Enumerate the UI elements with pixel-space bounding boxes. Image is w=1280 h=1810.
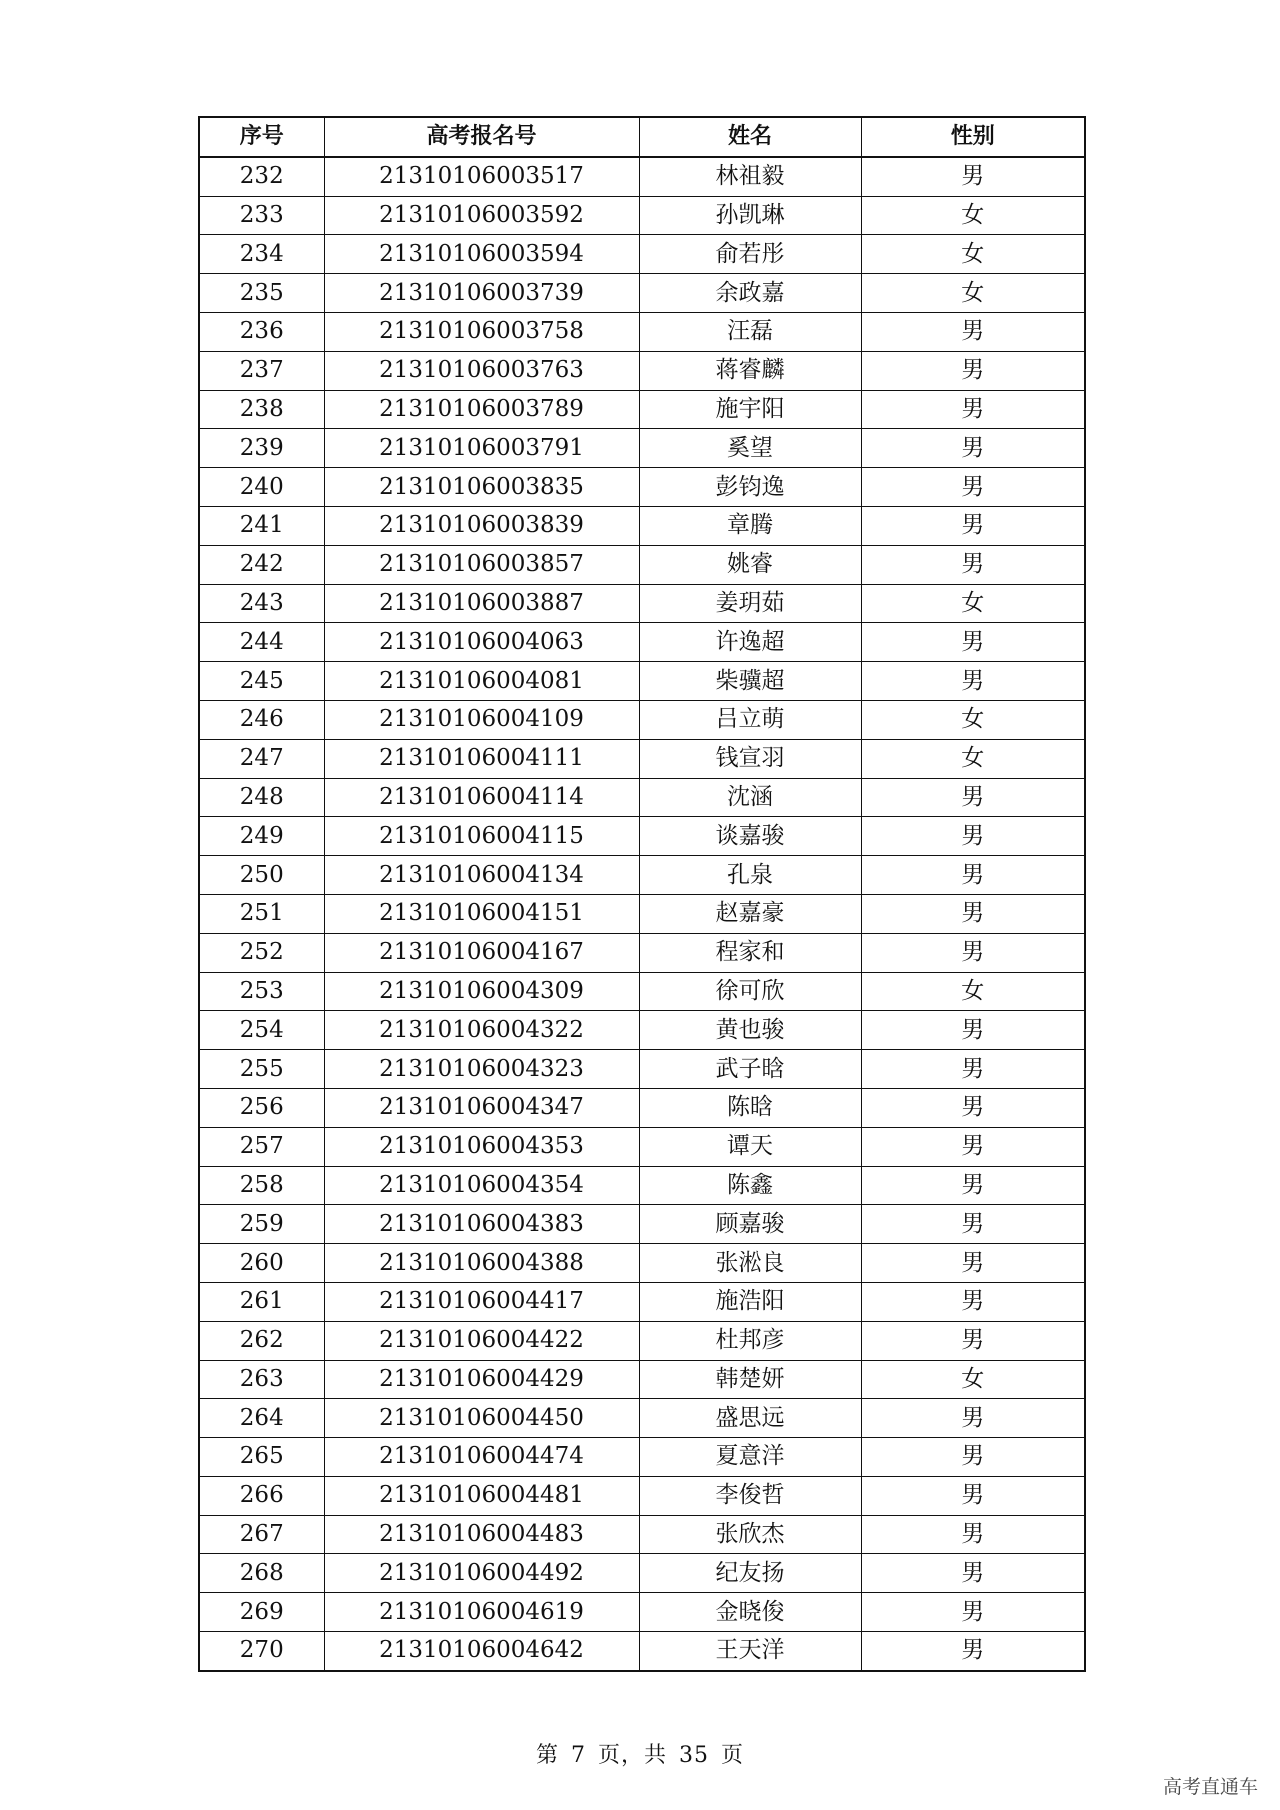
student-name: 夏意洋: [639, 1438, 861, 1477]
table-row: [199, 390, 1085, 429]
student-gender: 男: [861, 545, 1085, 584]
registration-number: 21310106004063: [324, 623, 639, 662]
registration-number: 21310106004353: [324, 1127, 639, 1166]
registration-number: 21310106004417: [324, 1282, 639, 1321]
student-gender: 男: [861, 312, 1085, 351]
table-row: [199, 778, 1085, 817]
table-row: [199, 1399, 1085, 1438]
student-name: 陈晗: [639, 1088, 861, 1127]
student-name: 姚睿: [639, 545, 861, 584]
registration-number: 21310106004429: [324, 1360, 639, 1399]
student-gender: 女: [861, 274, 1085, 313]
table-row: [199, 623, 1085, 662]
student-name: 姜玥茹: [639, 584, 861, 623]
student-gender: 男: [861, 623, 1085, 662]
table-row: [199, 972, 1085, 1011]
page-mid: 页，共: [597, 1743, 667, 1768]
registration-number: 21310106004347: [324, 1088, 639, 1127]
student-gender: 男: [861, 1554, 1085, 1593]
student-name: 金晓俊: [639, 1593, 861, 1632]
student-gender: 男: [861, 933, 1085, 972]
student-name: 俞若彤: [639, 235, 861, 274]
table-row: [199, 1593, 1085, 1632]
table-row: [199, 1050, 1085, 1089]
student-gender: 男: [861, 1399, 1085, 1438]
row-index: 252: [199, 933, 324, 972]
row-index: 254: [199, 1011, 324, 1050]
registration-number: 21310106004483: [324, 1515, 639, 1554]
student-name: 汪磊: [639, 312, 861, 351]
row-index: 260: [199, 1244, 324, 1283]
table-row: [199, 933, 1085, 972]
registration-number: 21310106003839: [324, 506, 639, 545]
student-name: 纪友扬: [639, 1554, 861, 1593]
row-index: 234: [199, 235, 324, 274]
registration-number: 21310106004111: [324, 739, 639, 778]
watermark-text: 高考直通车: [1162, 1776, 1258, 1798]
registration-number: 21310106004134: [324, 856, 639, 895]
student-name: 彭钧逸: [639, 468, 861, 507]
registration-number: 21310106003739: [324, 274, 639, 313]
row-index: 243: [199, 584, 324, 623]
student-gender: 男: [861, 506, 1085, 545]
table-row: [199, 856, 1085, 895]
student-name: 施浩阳: [639, 1282, 861, 1321]
student-gender: 女: [861, 584, 1085, 623]
table-header: [199, 117, 1085, 157]
table-row: [199, 817, 1085, 856]
row-index: 233: [199, 196, 324, 235]
student-name: 沈涵: [639, 778, 861, 817]
row-index: 257: [199, 1127, 324, 1166]
registration-number: 21310106004151: [324, 894, 639, 933]
registration-number: 21310106004323: [324, 1050, 639, 1089]
student-name: 韩楚妍: [639, 1360, 861, 1399]
registration-number: 21310106004109: [324, 700, 639, 739]
row-index: 267: [199, 1515, 324, 1554]
registration-number: 21310106004481: [324, 1476, 639, 1515]
registration-number: 21310106004354: [324, 1166, 639, 1205]
student-name: 杜邦彦: [639, 1321, 861, 1360]
registration-number: 21310106003789: [324, 390, 639, 429]
registration-number: 21310106004115: [324, 817, 639, 856]
student-gender: 男: [861, 1321, 1085, 1360]
table-row: [199, 157, 1085, 196]
registration-number: 21310106004388: [324, 1244, 639, 1283]
registration-number: 21310106003758: [324, 312, 639, 351]
row-index: 263: [199, 1360, 324, 1399]
student-name: 武子晗: [639, 1050, 861, 1089]
table-row: [199, 1360, 1085, 1399]
student-gender: 男: [861, 1632, 1085, 1671]
registration-number: 21310106004322: [324, 1011, 639, 1050]
student-name: 黄也骏: [639, 1011, 861, 1050]
student-gender: 男: [861, 468, 1085, 507]
student-name: 陈鑫: [639, 1166, 861, 1205]
table-row: [199, 351, 1085, 390]
table-row: [199, 739, 1085, 778]
table-row: [199, 700, 1085, 739]
header-gender: 性别: [861, 117, 1085, 157]
table-row: [199, 1244, 1085, 1283]
row-index: 245: [199, 662, 324, 701]
page-suffix: 页: [721, 1743, 745, 1768]
student-gender: 男: [861, 1438, 1085, 1477]
row-index: 244: [199, 623, 324, 662]
student-gender: 男: [861, 1166, 1085, 1205]
registration-number: 21310106003763: [324, 351, 639, 390]
row-index: 258: [199, 1166, 324, 1205]
student-name: 顾嘉骏: [639, 1205, 861, 1244]
registration-number: 21310106004619: [324, 1593, 639, 1632]
row-index: 265: [199, 1438, 324, 1477]
student-gender: 男: [861, 1088, 1085, 1127]
table-row: [199, 312, 1085, 351]
table-row: [199, 1632, 1085, 1671]
table-row: [199, 545, 1085, 584]
student-gender: 男: [861, 1127, 1085, 1166]
student-gender: 男: [861, 1205, 1085, 1244]
row-index: 247: [199, 739, 324, 778]
table-row: [199, 1438, 1085, 1477]
registration-number: 21310106004474: [324, 1438, 639, 1477]
table-row: [199, 1282, 1085, 1321]
student-gender: 男: [861, 157, 1085, 196]
row-index: 237: [199, 351, 324, 390]
row-index: 248: [199, 778, 324, 817]
row-index: 266: [199, 1476, 324, 1515]
student-name: 章腾: [639, 506, 861, 545]
table-row: [199, 1127, 1085, 1166]
student-name: 王天洋: [639, 1632, 861, 1671]
registration-number: 21310106003791: [324, 429, 639, 468]
table-row: [199, 1554, 1085, 1593]
row-index: 246: [199, 700, 324, 739]
student-gender: 男: [861, 1282, 1085, 1321]
row-index: 264: [199, 1399, 324, 1438]
row-index: 238: [199, 390, 324, 429]
student-name: 蒋睿麟: [639, 351, 861, 390]
table-row: [199, 468, 1085, 507]
registration-number: 21310106003592: [324, 196, 639, 235]
row-index: 259: [199, 1205, 324, 1244]
table-row: [199, 1088, 1085, 1127]
student-gender: 男: [861, 1244, 1085, 1283]
student-name: 程家和: [639, 933, 861, 972]
row-index: 250: [199, 856, 324, 895]
student-gender: 男: [861, 856, 1085, 895]
registration-number: 21310106003594: [324, 235, 639, 274]
row-index: 232: [199, 157, 324, 196]
student-name: 徐可欣: [639, 972, 861, 1011]
student-gender: 男: [861, 778, 1085, 817]
registration-number: 21310106004492: [324, 1554, 639, 1593]
table-row: [199, 506, 1085, 545]
row-index: 270: [199, 1632, 324, 1671]
header-registration-number: 高考报名号: [324, 117, 639, 157]
page-footer: [0, 1738, 1280, 1769]
registration-number: 21310106004383: [324, 1205, 639, 1244]
row-index: 241: [199, 506, 324, 545]
student-name: 赵嘉豪: [639, 894, 861, 933]
page-total: 35: [679, 1743, 709, 1768]
table-row: [199, 1515, 1085, 1554]
row-index: 256: [199, 1088, 324, 1127]
table-row: [199, 1476, 1085, 1515]
table-row: [199, 429, 1085, 468]
student-name: 谈嘉骏: [639, 817, 861, 856]
student-name: 施宇阳: [639, 390, 861, 429]
student-gender: 男: [861, 894, 1085, 933]
table-row: [199, 1166, 1085, 1205]
student-gender: 女: [861, 196, 1085, 235]
registration-number: 21310106004081: [324, 662, 639, 701]
student-gender: 男: [861, 1593, 1085, 1632]
student-gender: 女: [861, 972, 1085, 1011]
table-row: [199, 894, 1085, 933]
registration-number: 21310106003835: [324, 468, 639, 507]
table-row: [199, 196, 1085, 235]
student-name: 吕立萌: [639, 700, 861, 739]
student-name: 余政嘉: [639, 274, 861, 313]
registration-number: 21310106004450: [324, 1399, 639, 1438]
registration-number: 21310106004114: [324, 778, 639, 817]
row-index: 251: [199, 894, 324, 933]
registration-number: 21310106003887: [324, 584, 639, 623]
row-index: 240: [199, 468, 324, 507]
header-row: [199, 117, 1085, 157]
student-name: 钱宣羽: [639, 739, 861, 778]
row-index: 268: [199, 1554, 324, 1593]
student-gender: 女: [861, 1360, 1085, 1399]
student-name: 柴骥超: [639, 662, 861, 701]
page-current: 7: [570, 1743, 586, 1768]
row-index: 269: [199, 1593, 324, 1632]
student-gender: 女: [861, 235, 1085, 274]
student-gender: 男: [861, 429, 1085, 468]
page-prefix: 第: [535, 1743, 559, 1768]
row-index: 261: [199, 1282, 324, 1321]
student-gender: 男: [861, 662, 1085, 701]
student-name: 谭天: [639, 1127, 861, 1166]
row-index: 235: [199, 274, 324, 313]
student-name: 孙凯琳: [639, 196, 861, 235]
registration-number: 21310106004642: [324, 1632, 639, 1671]
table-row: [199, 662, 1085, 701]
student-gender: 男: [861, 1050, 1085, 1089]
table-row: [199, 1205, 1085, 1244]
registration-number: 21310106003517: [324, 157, 639, 196]
student-name: 李俊哲: [639, 1476, 861, 1515]
row-index: 249: [199, 817, 324, 856]
student-gender: 男: [861, 351, 1085, 390]
registration-number: 21310106003857: [324, 545, 639, 584]
header-name: 姓名: [639, 117, 861, 157]
table-row: [199, 1011, 1085, 1050]
registration-number: 21310106004422: [324, 1321, 639, 1360]
student-gender: 男: [861, 817, 1085, 856]
table-body: [199, 157, 1085, 1671]
student-name: 孔泉: [639, 856, 861, 895]
registration-number: 21310106004167: [324, 933, 639, 972]
table-row: [199, 584, 1085, 623]
row-index: 236: [199, 312, 324, 351]
student-name: 张淞良: [639, 1244, 861, 1283]
student-name: 盛思远: [639, 1399, 861, 1438]
row-index: 262: [199, 1321, 324, 1360]
student-gender: 女: [861, 700, 1085, 739]
table-row: [199, 274, 1085, 313]
student-name: 林祖毅: [639, 157, 861, 196]
student-name: 许逸超: [639, 623, 861, 662]
row-index: 242: [199, 545, 324, 584]
roster-table: [198, 116, 1086, 1672]
row-index: 253: [199, 972, 324, 1011]
student-gender: 男: [861, 390, 1085, 429]
student-gender: 男: [861, 1476, 1085, 1515]
student-gender: 男: [861, 1515, 1085, 1554]
registration-number: 21310106004309: [324, 972, 639, 1011]
header-index: 序号: [199, 117, 324, 157]
student-name: 奚望: [639, 429, 861, 468]
row-index: 239: [199, 429, 324, 468]
row-index: 255: [199, 1050, 324, 1089]
table-row: [199, 1321, 1085, 1360]
student-gender: 男: [861, 1011, 1085, 1050]
student-gender: 女: [861, 739, 1085, 778]
table-row: [199, 235, 1085, 274]
student-name: 张欣杰: [639, 1515, 861, 1554]
